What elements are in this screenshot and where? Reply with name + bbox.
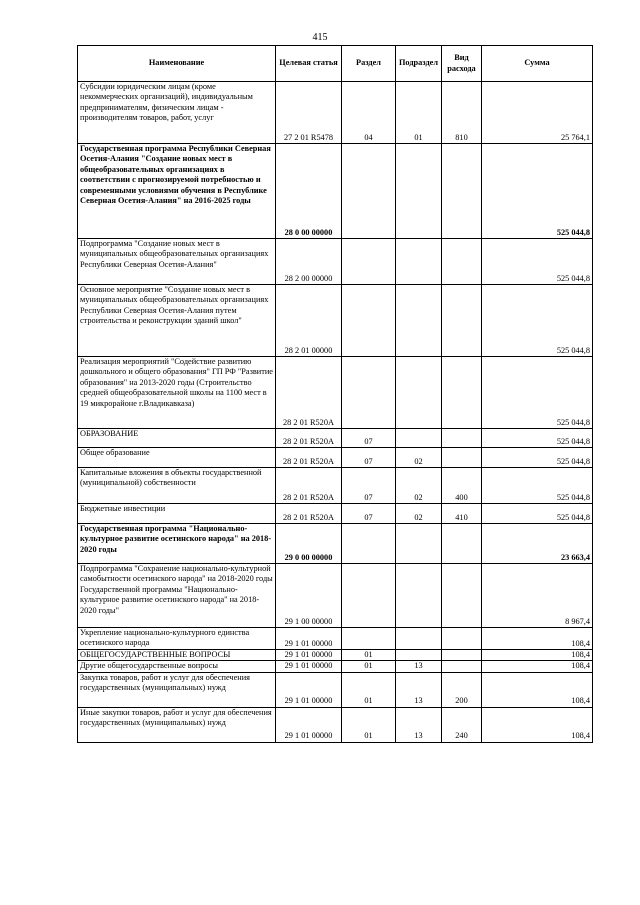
row-subsection: 02 bbox=[396, 468, 442, 504]
row-section: 04 bbox=[342, 82, 396, 144]
row-target-article: 28 0 00 00000 bbox=[276, 144, 342, 239]
row-expense-type: 200 bbox=[442, 672, 482, 707]
row-expense-type: 410 bbox=[442, 504, 482, 524]
row-target-article: 28 2 01 R520A bbox=[276, 429, 342, 448]
row-target-article: 29 1 01 00000 bbox=[276, 707, 342, 742]
row-subsection bbox=[396, 144, 442, 239]
row-sum: 108,4 bbox=[482, 650, 593, 661]
row-name: Основное мероприятие "Создание новых мест в муниципальных общеобразовательных организациях Республики Северная Осетия-Алания путем строительства и реконструкции зданий школ" bbox=[78, 285, 276, 357]
row-section bbox=[342, 524, 396, 564]
table-row bbox=[78, 504, 593, 524]
row-target-article: 29 1 00 00000 bbox=[276, 564, 342, 628]
row-section: 07 bbox=[342, 448, 396, 468]
table-row bbox=[78, 144, 593, 239]
row-target-article: 28 2 01 00000 bbox=[276, 285, 342, 357]
row-subsection bbox=[396, 628, 442, 650]
row-name: Закупка товаров, работ и услуг для обеспечения государственных (муниципальных) нужд bbox=[78, 672, 276, 707]
row-expense-type bbox=[442, 448, 482, 468]
row-expense-type bbox=[442, 285, 482, 357]
row-section: 01 bbox=[342, 650, 396, 661]
row-target-article: 28 2 01 R520A bbox=[276, 448, 342, 468]
row-target-article: 29 1 01 00000 bbox=[276, 650, 342, 661]
row-subsection: 13 bbox=[396, 661, 442, 672]
row-name: Капитальные вложения в объекты государственной (муниципальной) собственности bbox=[78, 468, 276, 504]
row-sum: 108,4 bbox=[482, 661, 593, 672]
row-name: Другие общегосударственные вопросы bbox=[78, 661, 276, 672]
table-row bbox=[78, 707, 593, 742]
row-subsection bbox=[396, 357, 442, 429]
row-subsection bbox=[396, 429, 442, 448]
row-name: Государственная программа "Национально-культурное развитие осетинского народа" на 2018-2020 годы bbox=[78, 524, 276, 564]
table-row bbox=[78, 239, 593, 285]
row-sum: 525 044,8 bbox=[482, 144, 593, 239]
row-expense-type bbox=[442, 357, 482, 429]
row-section: 01 bbox=[342, 672, 396, 707]
row-sum: 108,4 bbox=[482, 628, 593, 650]
table-row bbox=[78, 628, 593, 650]
row-subsection bbox=[396, 524, 442, 564]
row-name: Укрепление национально-культурного единства осетинского народа bbox=[78, 628, 276, 650]
row-name: Иные закупки товаров, работ и услуг для обеспечения государственных (муниципальных) нужд bbox=[78, 707, 276, 742]
row-section bbox=[342, 285, 396, 357]
row-name: Подпрограмма "Создание новых мест в муниципальных общеобразовательных организациях Республики Северная Осетия-Алания" bbox=[78, 239, 276, 285]
row-sum: 525 044,8 bbox=[482, 504, 593, 524]
row-sum: 25 764,1 bbox=[482, 82, 593, 144]
row-name: Подпрограмма "Сохранение национально-культурной самобытности осетинского народа" на 2018-2020 годы Государственной программы "Национально-культурное развитие осетинского народа" на 2018-2020 годы" bbox=[78, 564, 276, 628]
row-sum: 108,4 bbox=[482, 707, 593, 742]
row-name: ОБЩЕГОСУДАРСТВЕННЫЕ ВОПРОСЫ bbox=[78, 650, 276, 661]
table-row bbox=[78, 524, 593, 564]
row-section bbox=[342, 564, 396, 628]
row-section: 07 bbox=[342, 504, 396, 524]
row-expense-type: 240 bbox=[442, 707, 482, 742]
row-expense-type bbox=[442, 564, 482, 628]
table-row bbox=[78, 661, 593, 672]
row-section bbox=[342, 144, 396, 239]
row-target-article: 28 2 01 R520A bbox=[276, 504, 342, 524]
row-expense-type bbox=[442, 628, 482, 650]
row-section: 07 bbox=[342, 468, 396, 504]
row-target-article: 28 2 01 R520A bbox=[276, 468, 342, 504]
row-subsection: 02 bbox=[396, 448, 442, 468]
row-name: Реализация мероприятий "Содействие развитию дошкольного и общего образования" ГП РФ "Развитие образования" на 2013-2020 годы (Строительство средней общеобразовательной школы на 1100 мест в 19 микрорайоне г.Владикавказа) bbox=[78, 357, 276, 429]
row-target-article: 29 1 01 00000 bbox=[276, 661, 342, 672]
header-name: Наименование bbox=[78, 46, 276, 82]
row-expense-type bbox=[442, 650, 482, 661]
row-subsection: 13 bbox=[396, 672, 442, 707]
row-subsection bbox=[396, 285, 442, 357]
header-subsection: Подраздел bbox=[396, 46, 442, 82]
row-sum: 525 044,8 bbox=[482, 285, 593, 357]
row-sum: 23 663,4 bbox=[482, 524, 593, 564]
row-expense-type bbox=[442, 661, 482, 672]
row-name: Субсидии юридическим лицам (кроме некоммерческих организаций), индивидуальным предпринимателям, физическим лицам - производителям товаров, работ, услуг bbox=[78, 82, 276, 144]
row-name: Бюджетные инвестиции bbox=[78, 504, 276, 524]
row-subsection bbox=[396, 564, 442, 628]
row-sum: 525 044,8 bbox=[482, 429, 593, 448]
row-name: Государственная программа Республики Северная Осетия-Алания "Создание новых мест в общеобразовательных организациях в соответствии с прогнозируемой потребностью и современными условиями обучения в Республике Северная Осетия-Алания" на 2016-2025 годы bbox=[78, 144, 276, 239]
row-section: 01 bbox=[342, 707, 396, 742]
row-section bbox=[342, 239, 396, 285]
table-row bbox=[78, 285, 593, 357]
row-sum: 525 044,8 bbox=[482, 468, 593, 504]
row-sum: 525 044,8 bbox=[482, 239, 593, 285]
row-expense-type: 810 bbox=[442, 82, 482, 144]
row-expense-type bbox=[442, 144, 482, 239]
row-section: 01 bbox=[342, 661, 396, 672]
row-sum: 8 967,4 bbox=[482, 564, 593, 628]
table-header bbox=[78, 46, 593, 82]
row-section: 07 bbox=[342, 429, 396, 448]
row-subsection: 02 bbox=[396, 504, 442, 524]
row-name: ОБРАЗОВАНИЕ bbox=[78, 429, 276, 448]
row-expense-type: 400 bbox=[442, 468, 482, 504]
table-row bbox=[78, 82, 593, 144]
table-row bbox=[78, 650, 593, 661]
row-expense-type bbox=[442, 239, 482, 285]
row-sum: 108,4 bbox=[482, 672, 593, 707]
row-sum: 525 044,8 bbox=[482, 357, 593, 429]
header-expense-type: Вид расхода bbox=[442, 46, 482, 82]
row-subsection: 01 bbox=[396, 82, 442, 144]
row-subsection bbox=[396, 650, 442, 661]
budget-table bbox=[77, 45, 593, 743]
header-section: Раздел bbox=[342, 46, 396, 82]
row-target-article: 28 2 01 R520A bbox=[276, 357, 342, 429]
table-row bbox=[78, 448, 593, 468]
table-row bbox=[78, 672, 593, 707]
row-name: Общее образование bbox=[78, 448, 276, 468]
row-subsection: 13 bbox=[396, 707, 442, 742]
header-target-article: Целевая статья bbox=[276, 46, 342, 82]
table-row bbox=[78, 468, 593, 504]
table-row bbox=[78, 429, 593, 448]
row-target-article: 28 2 00 00000 bbox=[276, 239, 342, 285]
header-sum: Сумма bbox=[482, 46, 593, 82]
row-subsection bbox=[396, 239, 442, 285]
row-sum: 525 044,8 bbox=[482, 448, 593, 468]
row-target-article: 27 2 01 R5478 bbox=[276, 82, 342, 144]
row-target-article: 29 1 01 00000 bbox=[276, 628, 342, 650]
row-expense-type bbox=[442, 429, 482, 448]
table-row bbox=[78, 357, 593, 429]
page-number: 415 bbox=[312, 32, 328, 43]
row-target-article: 29 1 01 00000 bbox=[276, 672, 342, 707]
row-section bbox=[342, 357, 396, 429]
row-expense-type bbox=[442, 524, 482, 564]
row-target-article: 29 0 00 00000 bbox=[276, 524, 342, 564]
row-section bbox=[342, 628, 396, 650]
table-row bbox=[78, 564, 593, 628]
